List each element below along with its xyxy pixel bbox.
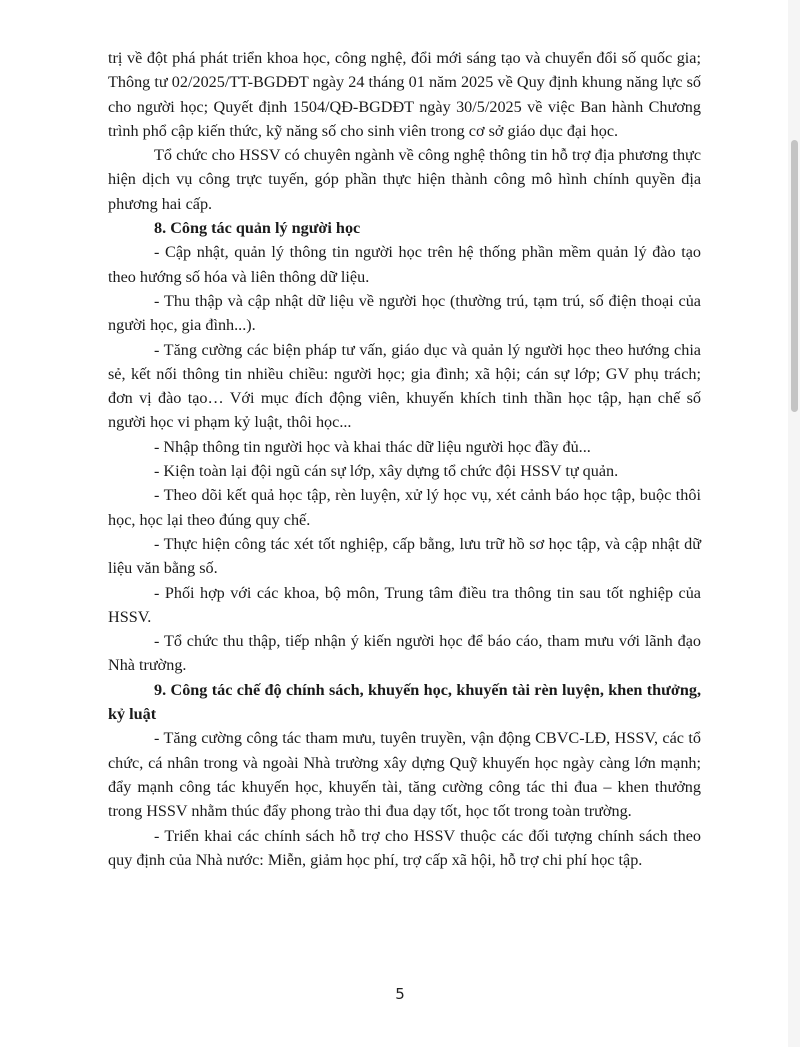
scrollbar-thumb[interactable]	[791, 140, 798, 412]
list-item: - Theo dõi kết quả học tập, rèn luyện, xử lý học vụ, xét cảnh báo học tập, buộc thôi học, học lại theo đúng quy chế.	[108, 486, 701, 529]
list-item: - Triển khai các chính sách hỗ trợ cho HSSV thuộc các đối tượng chính sách theo quy định của Nhà nước: Miễn, giảm học phí, trợ cấp xã hội, hỗ trợ chi phí học tập.	[108, 826, 701, 869]
list-item: - Cập nhật, quản lý thông tin người học trên hệ thống phần mềm quản lý đào tạo theo hướng số hóa và liên thông dữ liệu.	[108, 243, 701, 286]
paragraph-it-support: Tổ chức cho HSSV có chuyên ngành về công nghệ thông tin hỗ trợ địa phương thực hiện dịch vụ công trực tuyến, góp phần thực hiện thành công mô hình chính quyền địa phương hai cấp.	[108, 146, 701, 213]
list-item: - Kiện toàn lại đội ngũ cán sự lớp, xây dựng tổ chức đội HSSV tự quản.	[154, 462, 619, 481]
paragraph-intro-continuation: trị về đột phá phát triển khoa học, công nghệ, đổi mới sáng tạo và chuyển đổi số quốc gia; Thông tư 02/2025/TT-BGDĐT ngày 24 tháng 01 năm 2025 về Quy định khung năng lực số cho người học; Quyết định 1504/QĐ-BGDĐT ngày 30/5/2025 về việc Ban hành Chương trình phổ cập kiến thức, kỹ năng số cho sinh viên trong cơ sở giáo dục đại học.	[108, 49, 701, 140]
list-item: - Tăng cường công tác tham mưu, tuyên truyền, vận động CBVC-LĐ, HSSV, các tổ chức, cá nhân trong và ngoài Nhà trường xây dựng Quỹ khuyến học ngày càng lớn mạnh; đẩy mạnh công tác khuyến học, khuyến tài, tăng cường công tác thi đua – khen thưởng trong HSSV nhằm thúc đẩy phong trào thi đua dạy tốt, học tốt trong toàn trường.	[108, 729, 701, 821]
list-item: - Tổ chức thu thập, tiếp nhận ý kiến người học để báo cáo, tham mưu với lãnh đạo Nhà trường.	[108, 632, 701, 675]
page-number: 5	[395, 985, 405, 1003]
list-item: - Tăng cường các biện pháp tư vấn, giáo dục và quản lý người học theo hướng chia sẻ, kết nối thông tin nhiều chiều: người học; gia đình; xã hội; cán sự lớp; GV phụ trách; đơn vị đào tạo… Với mục đích động viên, khuyến khích tinh thần học tập, hạn chế số người học vi phạm kỷ luật, thôi học...	[108, 340, 701, 432]
list-item: - Phối hợp với các khoa, bộ môn, Trung tâm điều tra thông tin sau tốt nghiệp của HSSV.	[108, 583, 701, 626]
section-heading-9: 9. Công tác chế độ chính sách, khuyến học, khuyến tài rèn luyện, khen thưởng, kỷ luật	[108, 680, 701, 724]
list-item: - Nhập thông tin người học và khai thác dữ liệu người học đầy đủ...	[154, 437, 591, 456]
document-page	[108, 46, 701, 872]
list-item: - Thực hiện công tác xét tốt nghiệp, cấp bằng, lưu trữ hồ sơ học tập, và cập nhật dữ liệu văn bằng số.	[108, 534, 701, 578]
section-heading-8: 8. Công tác quản lý người học	[154, 219, 361, 238]
list-item: - Thu thập và cập nhật dữ liệu về người học (thường trú, tạm trú, số điện thoại của người học, gia đình...).	[108, 291, 701, 335]
scrollbar-track[interactable]	[788, 0, 800, 1047]
